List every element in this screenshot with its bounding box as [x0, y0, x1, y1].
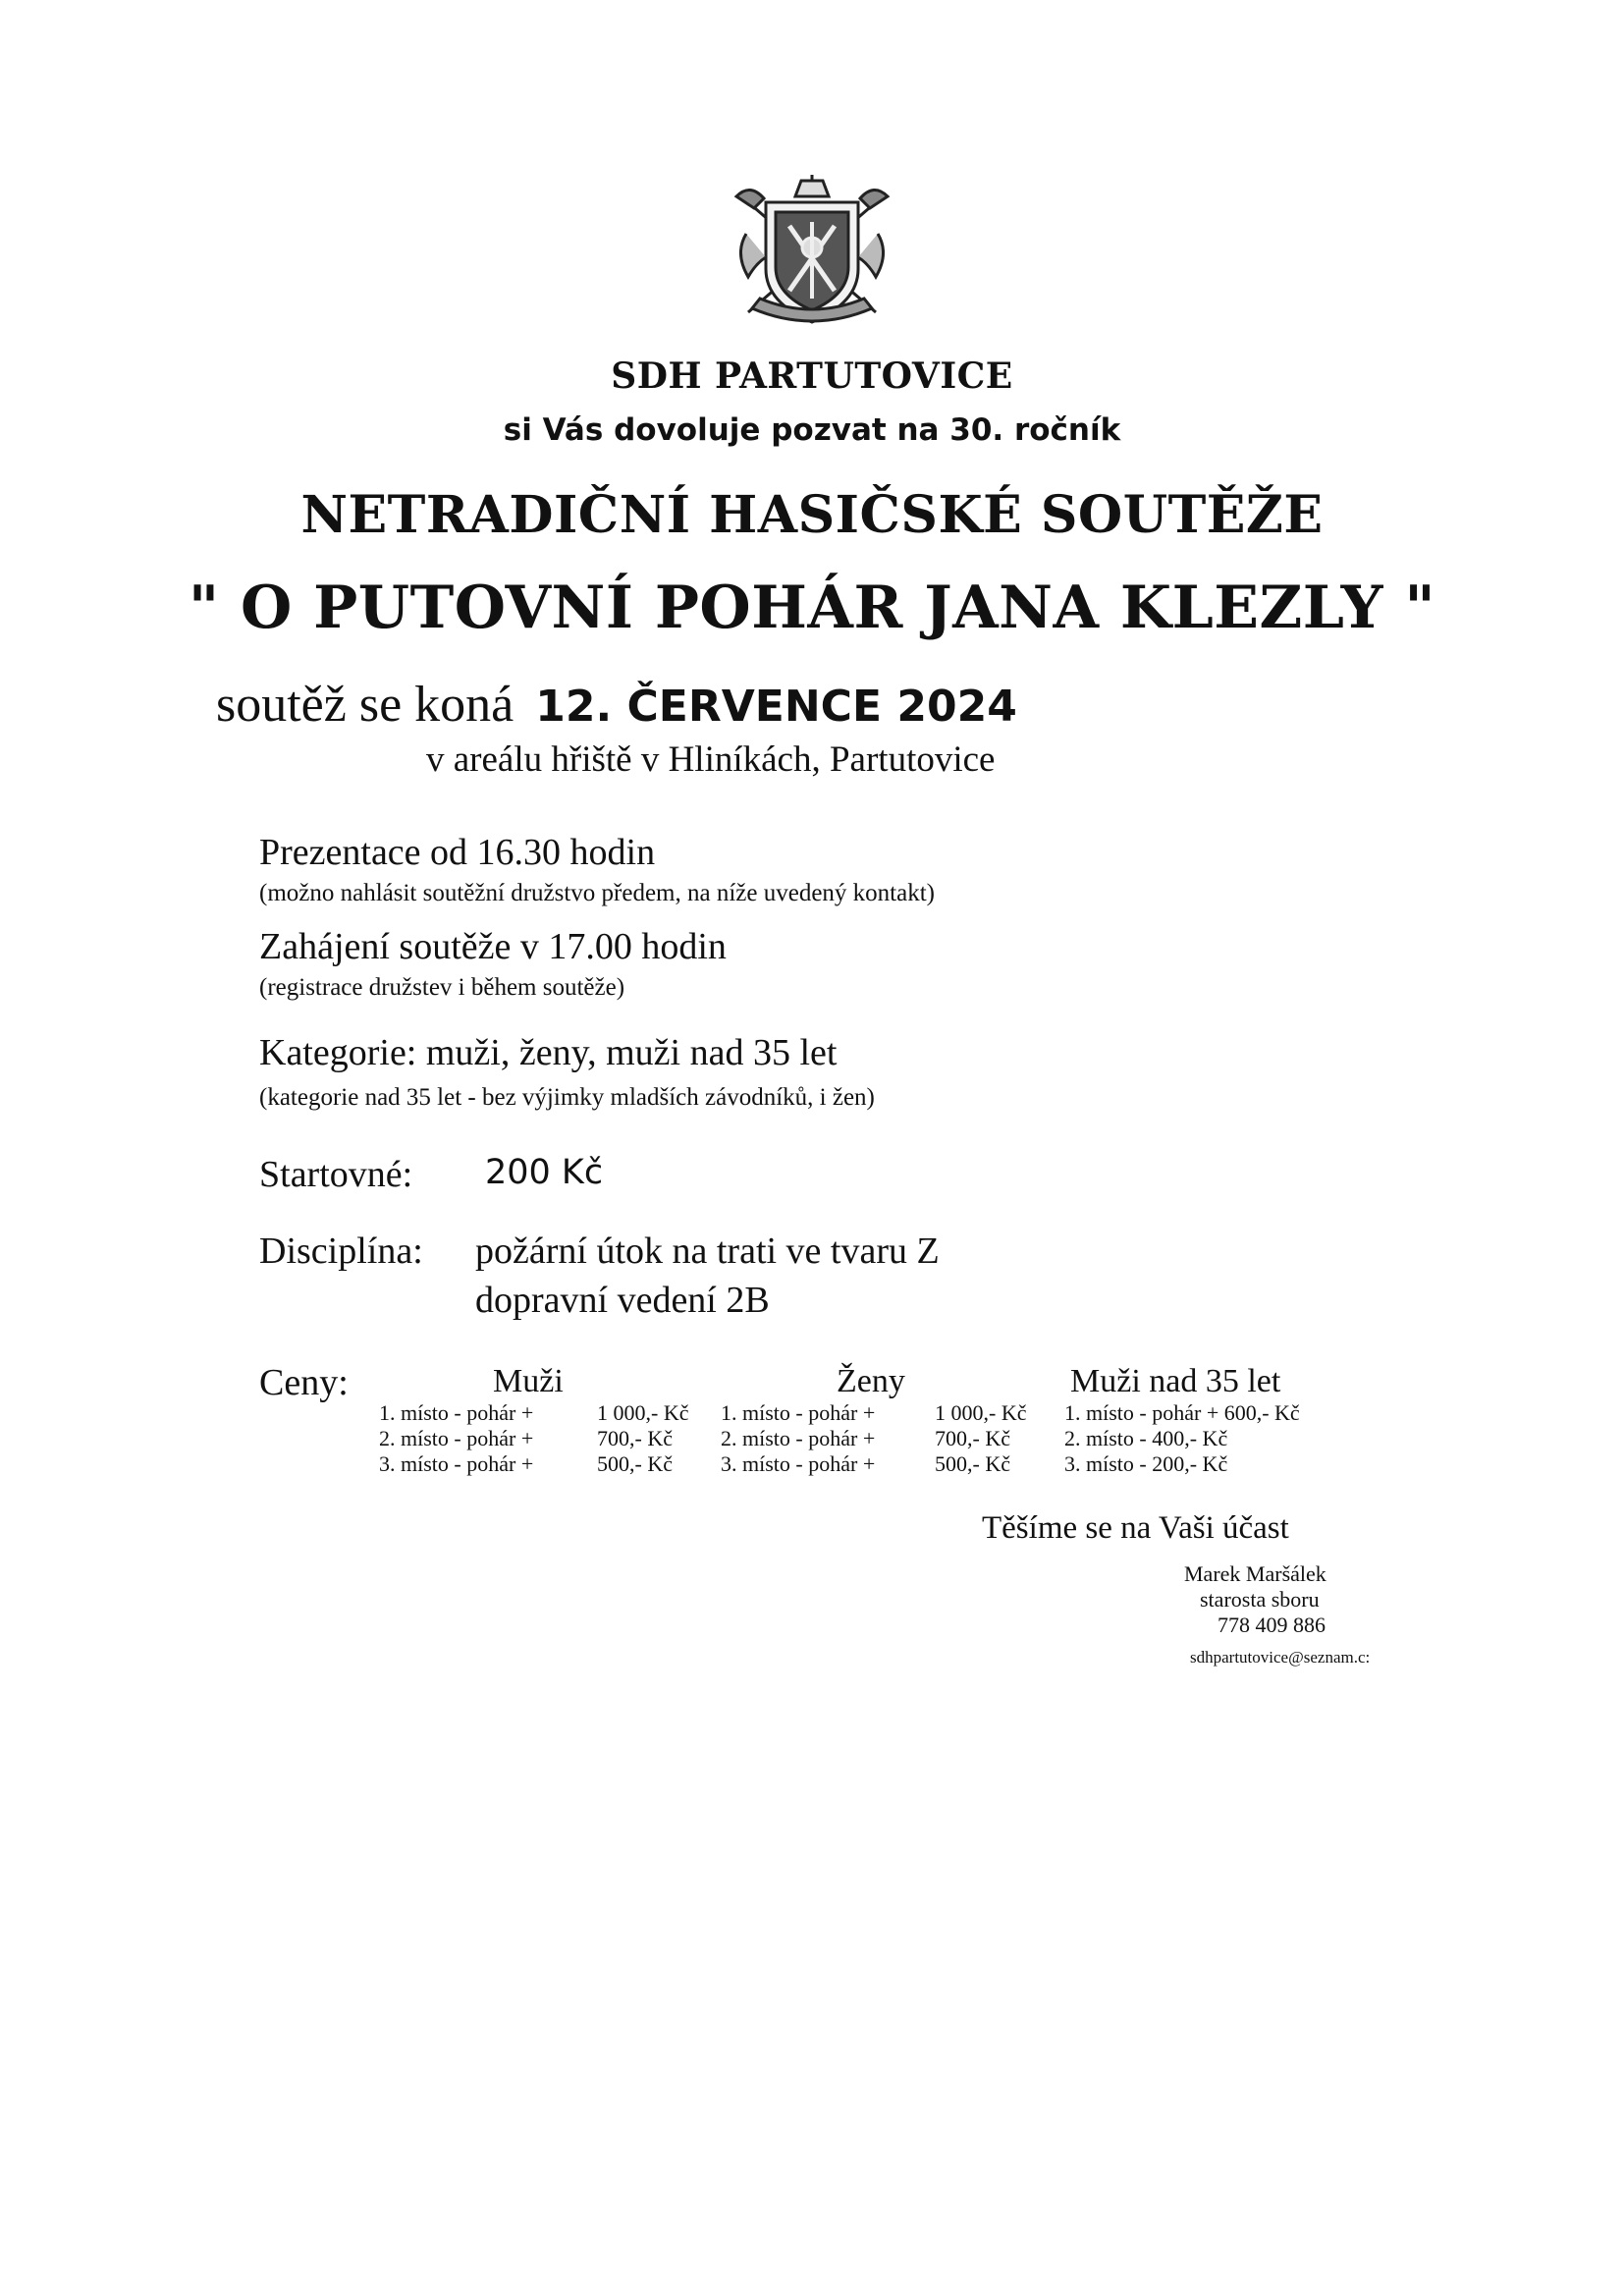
contact-phone: 778 409 886: [1218, 1613, 1326, 1637]
discipline-line1: požární útok na trati ve tvaru Z: [475, 1230, 940, 1272]
start-note: (registrace družstev i během soutěže): [259, 974, 625, 1001]
event-title-line2: " O PUTOVNÍ POHÁR JANA KLEZLY ": [188, 574, 1436, 642]
prize-amount-men-2: 700,- Kč: [597, 1426, 673, 1450]
organizer-name: Marek Maršálek: [1184, 1561, 1326, 1586]
start-time: Zahájení soutěže v 17.00 hodin: [259, 926, 727, 967]
prize-row-over35-3: 3. místo - 200,- Kč: [1064, 1451, 1228, 1476]
contact-email[interactable]: sdhpartutovice@seznam.c:: [1190, 1648, 1371, 1667]
prize-row-men-3: 3. místo - pohár +: [379, 1451, 534, 1476]
event-title-line1: NETRADIČNÍ HASIČSKÉ SOUTĚŽE: [300, 485, 1324, 545]
fee-value: 200 Kč: [485, 1153, 604, 1192]
categories: Kategorie: muži, ženy, muži nad 35 let: [259, 1032, 838, 1073]
organization-name: SDH PARTUTOVICE: [611, 355, 1013, 397]
prize-row-women-1: 1. místo - pohár +: [721, 1400, 876, 1425]
closing-greeting: Těšíme se na Vaši účast: [982, 1510, 1289, 1546]
prize-row-over35-2: 2. místo - 400,- Kč: [1064, 1426, 1228, 1450]
invitation-line: si Vás dovoluje pozvat na 30. ročník: [503, 412, 1121, 448]
categories-note: (kategorie nad 35 let - bez výjimky mladších závodníků, i žen): [259, 1084, 875, 1111]
date-prefix: soutěž se koná: [216, 677, 514, 733]
event-venue: v areálu hřiště v Hliníkách, Partutovice: [426, 739, 996, 780]
prize-amount-men-3: 500,- Kč: [597, 1451, 673, 1476]
prize-row-over35-1: 1. místo - pohár + 600,- Kč: [1064, 1400, 1300, 1425]
organizer-role: starosta sboru: [1200, 1587, 1320, 1612]
registration-note: (možno nahlásit soutěžní družstvo předem, na níže uvedený kontakt): [259, 880, 935, 906]
firefighter-emblem-icon: [727, 175, 897, 330]
discipline-line2: dopravní vedení 2B: [475, 1280, 770, 1321]
prize-heading-women: Ženy: [837, 1363, 905, 1399]
prize-amount-women-3: 500,- Kč: [935, 1451, 1010, 1476]
prize-amount-women-1: 1 000,- Kč: [935, 1400, 1027, 1425]
prize-row-men-2: 2. místo - pohár +: [379, 1426, 534, 1450]
discipline-label: Disciplína:: [259, 1230, 423, 1272]
prize-heading-men-over-35: Muži nad 35 let: [1070, 1363, 1281, 1399]
registration-time: Prezentace od 16.30 hodin: [259, 832, 656, 873]
prizes-label: Ceny:: [259, 1362, 349, 1403]
prize-row-men-1: 1. místo - pohár +: [379, 1400, 534, 1425]
prize-row-women-3: 3. místo - pohár +: [721, 1451, 876, 1476]
fee-label: Startovné:: [259, 1154, 413, 1195]
prize-amount-women-2: 700,- Kč: [935, 1426, 1010, 1450]
prize-row-women-2: 2. místo - pohár +: [721, 1426, 876, 1450]
prize-heading-men: Muži: [493, 1363, 564, 1399]
event-date: 12. ČERVENCE 2024: [535, 682, 1017, 732]
event-date-line: [216, 676, 1017, 734]
prize-amount-men-1: 1 000,- Kč: [597, 1400, 689, 1425]
